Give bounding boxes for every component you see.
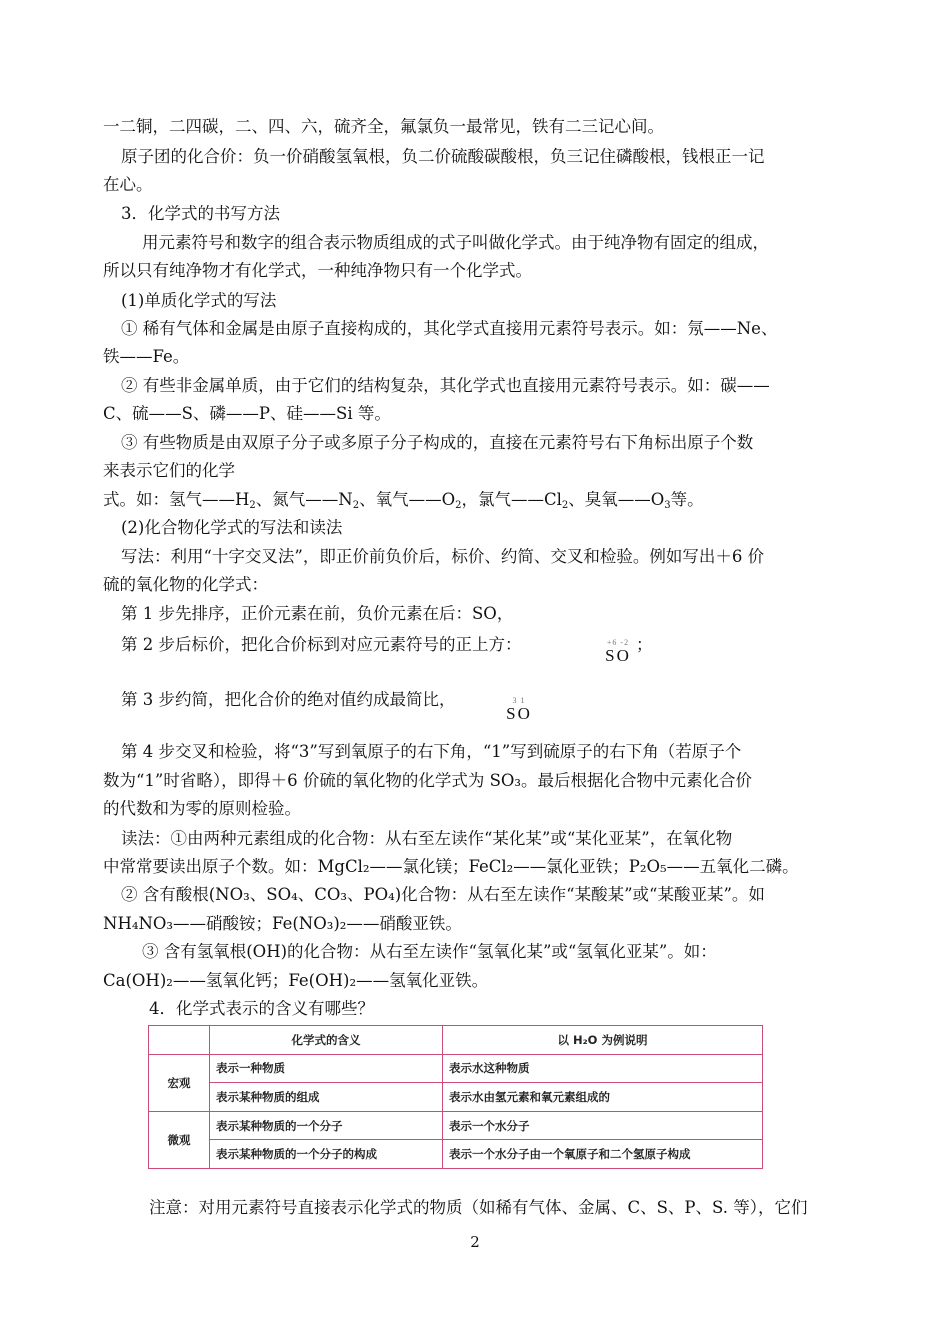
- example-text: 、氮气——N: [255, 490, 353, 509]
- subscript: 2: [249, 500, 256, 511]
- formula-valence: +6 -2: [606, 638, 630, 647]
- example-text: ，氯气——Cl: [461, 490, 562, 509]
- table-cell: 表示一个水分子由一个氧原子和二个氢原子构成: [443, 1140, 763, 1169]
- line-reading-3-cont: Ca(OH)₂——氢氧化钙；Fe(OH)₂——氢氧化亚铁。: [103, 971, 489, 990]
- table-cell: 表示水这种物质: [443, 1054, 763, 1083]
- table-row: [149, 1140, 763, 1169]
- line-step-4: 第 4 步交叉和检验，将“3”写到氧原子的右下角，“1”写到硫原子的右下角（若原子个: [121, 742, 742, 761]
- formula-step-3: [503, 696, 535, 723]
- section-heading-3: 3．化学式的书写方法: [121, 204, 280, 223]
- line-writing-method: 写法：利用“十字交叉法”，即正价前负价后，标价、约简、交叉和检验。例如写出＋6 价: [121, 547, 765, 566]
- subscript: 2: [352, 500, 360, 511]
- example-text: 等。: [670, 490, 704, 509]
- formula-step-2: [602, 638, 634, 665]
- example-text: 、氧气——O: [359, 490, 456, 509]
- line-rule-2: ② 有些非金属单质，由于它们的结构复杂，其化学式也直接用元素符号表示。如：碳——: [121, 376, 770, 395]
- line-step-1: 第 1 步先排序，正价元素在前，负价元素在后：SO，: [121, 604, 514, 623]
- line-reading-2: ② 含有酸根(NO₃、SO₄、CO₃、PO₄)化合物：从右至左读作“某酸某”或“某酸亚某”。如: [121, 885, 765, 904]
- table-row: [149, 1054, 763, 1083]
- table-cell: 表示一种物质: [210, 1054, 443, 1083]
- line-note: 注意：对用元素符号直接表示化学式的物质（如稀有气体、金属、C、S、P、S. 等），它们: [149, 1198, 808, 1217]
- table-cell: 表示一个水分子: [443, 1111, 763, 1140]
- line-rule-3-cont: 来表示它们的化学: [103, 461, 235, 480]
- table-category: 宏观: [149, 1054, 210, 1111]
- line-valence-rhyme-end: 一二铜，二四碳，二、四、六，硫齐全，氟氯负一最常见，铁有二三记心间。: [103, 117, 664, 136]
- line-step-2: 第 2 步后标价，把化合价标到对应元素符号的正上方：: [121, 635, 522, 654]
- subscript: 2: [455, 500, 462, 511]
- table-cell: 表示某种物质的一个分子的构成: [210, 1140, 443, 1169]
- line-definition-cont: 所以只有纯净物才有化学式，一种纯净物只有一个化学式。: [103, 261, 532, 280]
- table-header-empty: [149, 1026, 210, 1055]
- line-rule-1: ① 稀有气体和金属是由原子直接构成的，其化学式直接用元素符号表示。如：氖——Ne、: [121, 319, 778, 338]
- example-text: 式。如：氢气——H: [103, 490, 250, 509]
- formula-reduced-valence: 3 1: [512, 696, 526, 705]
- table-header-row: [149, 1026, 763, 1055]
- table-cell: 表示某种物质的一个分子: [210, 1111, 443, 1140]
- table-category: 微观: [149, 1111, 210, 1168]
- line-writing-method-cont: 硫的氧化物的化学式：: [103, 575, 268, 594]
- line-reading-2-cont: NH₄NO₃——硝酸铵；Fe(NO₃)₂——硝酸亚铁。: [103, 914, 462, 933]
- table-cell: 表示水由氢元素和氧元素组成的: [443, 1083, 763, 1112]
- line-rule-3-examples: [103, 489, 704, 511]
- table-row: [149, 1111, 763, 1140]
- table-cell: 表示某种物质的组成: [210, 1083, 443, 1112]
- line-rule-3: ③ 有些物质是由双原子分子或多原子分子构成的，直接在元素符号右下角标出原子个数: [121, 433, 754, 452]
- line-step-4-cont: 数为“1”时省略），即得＋6 价硫的氧化物的化学式为 SO₃。最后根据化合物中元素化合价: [103, 771, 753, 790]
- formula-symbols: SO: [506, 704, 532, 723]
- section-heading-4: 4．化学式表示的含义有哪些？: [149, 999, 374, 1018]
- example-text: 、臭氧——O: [568, 490, 665, 509]
- line-radical-valence: 原子团的化合价：负一价硝酸氢氧根，负二价硫酸碳酸根，负三记住磷酸根，钱根正一记: [121, 147, 765, 166]
- table-header: 化学式的含义: [210, 1026, 443, 1055]
- table-header: 以 H₂O 为例说明: [443, 1026, 763, 1055]
- line-step-3: 第 3 步约简，把化合价的绝对值约成最简比，: [121, 690, 456, 709]
- line-radical-valence-cont: 在心。: [103, 175, 153, 194]
- line-step-4-cont2: 的代数和为零的原则检验。: [103, 799, 301, 818]
- line-reading-1-cont: 中常常要读出原子个数。如：MgCl₂——氯化镁；FeCl₂——氯化亚铁；P₂O₅——五氧化二磷。: [103, 857, 799, 876]
- line-reading-3: ③ 含有氢氧根(OH)的化合物：从右至左读作“氢氧化某”或“氢氧化亚某”。如：: [142, 942, 717, 961]
- subscript: 3: [664, 500, 671, 511]
- table-row: [149, 1083, 763, 1112]
- subscript: 2: [561, 500, 569, 511]
- subheading-compound: (2)化合物化学式的写法和读法: [121, 518, 343, 537]
- line-rule-2-cont: C、硫——S、磷——P、硅——Si 等。: [103, 404, 391, 423]
- formula-meaning-table: [148, 1025, 763, 1169]
- subheading-elemental: (1)单质化学式的写法: [121, 291, 277, 310]
- page-number: 2: [470, 1233, 480, 1251]
- line-rule-1-cont: 铁——Fe。: [103, 347, 190, 366]
- line-reading-1: 读法：①由两种元素组成的化合物：从右至左读作“某化某”或“某化亚某”，在氧化物: [121, 829, 733, 848]
- line-definition: 用元素符号和数字的组合表示物质组成的式子叫做化学式。由于纯净物有固定的组成，: [142, 233, 769, 252]
- line-step-2-end: ；: [636, 635, 653, 654]
- formula-symbols: SO: [605, 646, 631, 665]
